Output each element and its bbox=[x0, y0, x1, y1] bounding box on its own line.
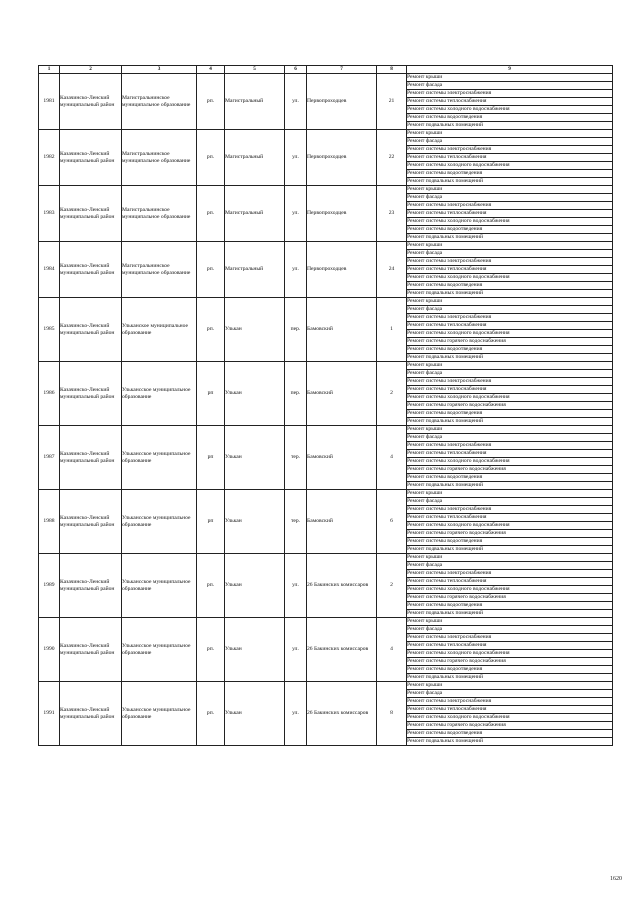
repair-work-item: Ремонт крыши bbox=[407, 682, 613, 690]
repair-work-item: Ремонт системы водоотведения bbox=[407, 114, 613, 122]
district-cell: Казачинско-Ленский муниципальный район bbox=[60, 554, 122, 618]
repair-work-item: Ремонт системы водоотведения bbox=[407, 474, 613, 482]
repair-work-item: Ремонт подвальных помещений bbox=[407, 610, 613, 618]
repair-work-item: Ремонт системы горячего водоснабжения bbox=[407, 530, 613, 538]
repair-work-item: Ремонт крыши bbox=[407, 618, 613, 626]
row-number: 1984 bbox=[39, 242, 60, 298]
street-cell: Первопроходцев bbox=[307, 130, 377, 186]
street-type-cell: пер. bbox=[285, 362, 307, 426]
repair-work-item: Ремонт фасада bbox=[407, 626, 613, 634]
repair-work-item: Ремонт фасада bbox=[407, 250, 613, 258]
repair-work-item: Ремонт системы теплоснабжения bbox=[407, 514, 613, 522]
district-cell: Казачинско-Ленский муниципальный район bbox=[60, 186, 122, 242]
repair-work-item: Ремонт системы электроснабжения bbox=[407, 202, 613, 210]
repair-work-item: Ремонт системы электроснабжения bbox=[407, 634, 613, 642]
repair-work-item: Ремонт системы теплоснабжения bbox=[407, 98, 613, 106]
row-number: 1990 bbox=[39, 618, 60, 682]
repair-work-item: Ремонт системы холодного водоснабжения bbox=[407, 274, 613, 282]
settlement-cell: Улькан bbox=[225, 426, 285, 490]
row-number: 1986 bbox=[39, 362, 60, 426]
repair-work-item: Ремонт системы горячего водоснабжения bbox=[407, 594, 613, 602]
settlement-type-cell: рп bbox=[197, 490, 225, 554]
street-type-cell: ул. bbox=[285, 682, 307, 746]
repair-work-item: Ремонт крыши bbox=[407, 490, 613, 498]
repair-work-item: Ремонт крыши bbox=[407, 186, 613, 194]
table-row bbox=[39, 426, 613, 434]
repair-work-item: Ремонт крыши bbox=[407, 554, 613, 562]
house-number-cell: 1 bbox=[377, 298, 407, 362]
table-row bbox=[39, 490, 613, 498]
repair-work-item: Ремонт системы электроснабжения bbox=[407, 570, 613, 578]
house-number-cell: 2 bbox=[377, 362, 407, 426]
settlement-type-cell: рп. bbox=[197, 186, 225, 242]
repair-work-item: Ремонт системы холодного водоснабжения bbox=[407, 394, 613, 402]
settlement-type-cell: рп bbox=[197, 426, 225, 490]
repair-work-item: Ремонт фасада bbox=[407, 562, 613, 570]
municipality-cell: Улькансское муниципальное образование bbox=[122, 682, 197, 746]
municipality-cell: Магистральнинское муниципальное образование bbox=[122, 186, 197, 242]
street-type-cell: тер. bbox=[285, 490, 307, 554]
street-type-cell: ул. bbox=[285, 554, 307, 618]
district-cell: Казачинско-Ленский муниципальный район bbox=[60, 618, 122, 682]
repair-work-item: Ремонт системы теплоснабжения bbox=[407, 266, 613, 274]
settlement-type-cell: рп bbox=[197, 362, 225, 426]
settlement-cell: Магистральный bbox=[225, 74, 285, 130]
repair-work-item: Ремонт системы электроснабжения bbox=[407, 698, 613, 706]
repair-work-item: Ремонт системы холодного водоснабжения bbox=[407, 714, 613, 722]
district-cell: Казачинско-Ленский муниципальный район bbox=[60, 298, 122, 362]
settlement-type-cell: рп. bbox=[197, 618, 225, 682]
repair-work-item: Ремонт фасада bbox=[407, 370, 613, 378]
repair-work-item: Ремонт системы электроснабжения bbox=[407, 442, 613, 450]
row-number: 1985 bbox=[39, 298, 60, 362]
repair-work-item: Ремонт системы электроснабжения bbox=[407, 146, 613, 154]
repair-work-item: Ремонт подвальных помещений bbox=[407, 122, 613, 130]
district-cell: Казачинско-Ленский муниципальный район bbox=[60, 242, 122, 298]
house-number-cell: 8 bbox=[377, 682, 407, 746]
settlement-type-cell: рп. bbox=[197, 74, 225, 130]
street-cell: 26 Бакинских комиссаров bbox=[307, 554, 377, 618]
repair-work-item: Ремонт системы горячего водоснабжения bbox=[407, 722, 613, 730]
house-number-cell: 22 bbox=[377, 130, 407, 186]
municipality-cell: Улькансское муниципальное образование bbox=[122, 426, 197, 490]
repair-work-item: Ремонт фасада bbox=[407, 138, 613, 146]
repair-work-item: Ремонт крыши bbox=[407, 130, 613, 138]
settlement-cell: Магистральный bbox=[225, 186, 285, 242]
repair-work-item: Ремонт системы холодного водоснабжения bbox=[407, 330, 613, 338]
repair-work-item: Ремонт системы водоотведения bbox=[407, 538, 613, 546]
repair-work-item: Ремонт системы водоотведения bbox=[407, 602, 613, 610]
street-type-cell: ул. bbox=[285, 242, 307, 298]
repair-work-item: Ремонт системы теплоснабжения bbox=[407, 386, 613, 394]
repair-work-item: Ремонт подвальных помещений bbox=[407, 234, 613, 242]
header-cell: 4 bbox=[197, 66, 225, 74]
repair-work-item: Ремонт фасада bbox=[407, 690, 613, 698]
street-cell: Первопроходцев bbox=[307, 74, 377, 130]
repair-work-item: Ремонт крыши bbox=[407, 298, 613, 306]
repair-work-item: Ремонт системы электроснабжения bbox=[407, 90, 613, 98]
repair-work-item: Ремонт системы электроснабжения bbox=[407, 506, 613, 514]
header-cell: 5 bbox=[225, 66, 285, 74]
settlement-cell: Улькан bbox=[225, 682, 285, 746]
district-cell: Казачинско-Ленский муниципальный район bbox=[60, 682, 122, 746]
repair-work-item: Ремонт крыши bbox=[407, 426, 613, 434]
settlement-type-cell: рп. bbox=[197, 682, 225, 746]
municipality-cell: Улькансское муниципальное образование bbox=[122, 362, 197, 426]
header-cell: 3 bbox=[122, 66, 197, 74]
repair-work-item: Ремонт системы горячего водоснабжения bbox=[407, 658, 613, 666]
row-number: 1981 bbox=[39, 74, 60, 130]
settlement-cell: Улькан bbox=[225, 618, 285, 682]
table-row bbox=[39, 298, 613, 306]
house-number-cell: 23 bbox=[377, 186, 407, 242]
table-row bbox=[39, 618, 613, 626]
repair-work-item: Ремонт системы водоотведения bbox=[407, 410, 613, 418]
repair-work-item: Ремонт системы электроснабжения bbox=[407, 378, 613, 386]
repair-work-item: Ремонт системы теплоснабжения bbox=[407, 154, 613, 162]
repair-work-item: Ремонт подвальных помещений bbox=[407, 290, 613, 298]
street-cell: Бамовский bbox=[307, 298, 377, 362]
repair-work-item: Ремонт фасада bbox=[407, 306, 613, 314]
repair-work-item: Ремонт фасада bbox=[407, 82, 613, 90]
repair-work-item: Ремонт системы теплоснабжения bbox=[407, 642, 613, 650]
repair-work-item: Ремонт системы водоотведения bbox=[407, 226, 613, 234]
table-row bbox=[39, 242, 613, 250]
table-row bbox=[39, 130, 613, 138]
settlement-type-cell: рп. bbox=[197, 130, 225, 186]
repair-work-item: Ремонт фасада bbox=[407, 434, 613, 442]
row-number: 1987 bbox=[39, 426, 60, 490]
repair-work-item: Ремонт подвальных помещений bbox=[407, 738, 613, 746]
repair-work-item: Ремонт системы водоотведения bbox=[407, 170, 613, 178]
street-type-cell: тер. bbox=[285, 426, 307, 490]
repair-work-item: Ремонт крыши bbox=[407, 242, 613, 250]
table-row bbox=[39, 362, 613, 370]
street-cell: Первопроходцев bbox=[307, 186, 377, 242]
repair-work-item: Ремонт подвальных помещений bbox=[407, 546, 613, 554]
page-number: 1620 bbox=[610, 876, 622, 882]
repair-work-item: Ремонт системы холодного водоснабжения bbox=[407, 458, 613, 466]
repair-work-item: Ремонт системы водоотведения bbox=[407, 730, 613, 738]
repair-work-item: Ремонт крыши bbox=[407, 362, 613, 370]
settlement-cell: Улькан bbox=[225, 298, 285, 362]
row-number: 1988 bbox=[39, 490, 60, 554]
table-row bbox=[39, 682, 613, 690]
repair-work-item: Ремонт системы теплоснабжения bbox=[407, 322, 613, 330]
settlement-cell: Магистральный bbox=[225, 242, 285, 298]
header-row bbox=[39, 66, 613, 74]
repair-work-item: Ремонт системы теплоснабжения bbox=[407, 706, 613, 714]
repair-work-item: Ремонт системы холодного водоснабжения bbox=[407, 218, 613, 226]
house-number-cell: 24 bbox=[377, 242, 407, 298]
row-number: 1982 bbox=[39, 130, 60, 186]
street-cell: Первопроходцев bbox=[307, 242, 377, 298]
repair-work-item: Ремонт подвальных помещений bbox=[407, 482, 613, 490]
header-cell: 7 bbox=[307, 66, 377, 74]
repair-work-item: Ремонт системы водоотведения bbox=[407, 346, 613, 354]
settlement-type-cell: рп. bbox=[197, 554, 225, 618]
street-type-cell: ул. bbox=[285, 186, 307, 242]
table-row bbox=[39, 554, 613, 562]
repair-work-item: Ремонт системы холодного водоснабжения bbox=[407, 586, 613, 594]
header-cell: 1 bbox=[39, 66, 60, 74]
repair-work-item: Ремонт подвальных помещений bbox=[407, 418, 613, 426]
repair-work-item: Ремонт системы холодного водоснабжения bbox=[407, 522, 613, 530]
table-row bbox=[39, 74, 613, 82]
settlement-type-cell: рп. bbox=[197, 242, 225, 298]
district-cell: Казачинско-Ленский муниципальный район bbox=[60, 130, 122, 186]
header-cell: 2 bbox=[60, 66, 122, 74]
municipality-cell: Магистральнинское муниципальное образование bbox=[122, 130, 197, 186]
settlement-cell: Улькан bbox=[225, 490, 285, 554]
street-cell: Бамовский bbox=[307, 362, 377, 426]
district-cell: Казачинско-Ленский муниципальный район bbox=[60, 490, 122, 554]
house-number-cell: 2 bbox=[377, 554, 407, 618]
header-cell: 6 bbox=[285, 66, 307, 74]
repair-work-item: Ремонт подвальных помещений bbox=[407, 178, 613, 186]
street-type-cell: ул. bbox=[285, 618, 307, 682]
repair-work-item: Ремонт системы электроснабжения bbox=[407, 314, 613, 322]
street-type-cell: пер. bbox=[285, 298, 307, 362]
repair-work-item: Ремонт системы водоотведения bbox=[407, 282, 613, 290]
header-cell: 9 bbox=[407, 66, 613, 74]
repair-work-item: Ремонт системы холодного водоснабжения bbox=[407, 162, 613, 170]
street-cell: Бамовский bbox=[307, 426, 377, 490]
municipality-cell: Улькансское муниципальное образование bbox=[122, 490, 197, 554]
house-number-cell: 4 bbox=[377, 618, 407, 682]
repair-work-item: Ремонт крыши bbox=[407, 74, 613, 82]
repair-work-item: Ремонт системы холодного водоснабжения bbox=[407, 650, 613, 658]
settlement-cell: Улькан bbox=[225, 554, 285, 618]
row-number: 1991 bbox=[39, 682, 60, 746]
repair-work-item: Ремонт системы электроснабжения bbox=[407, 258, 613, 266]
settlement-type-cell: рп. bbox=[197, 298, 225, 362]
street-cell: 26 Бакинских комиссаров bbox=[307, 682, 377, 746]
municipality-cell: Улькансское муниципальное образование bbox=[122, 618, 197, 682]
row-number: 1989 bbox=[39, 554, 60, 618]
repair-work-item: Ремонт подвальных помещений bbox=[407, 354, 613, 362]
repair-work-item: Ремонт системы теплоснабжения bbox=[407, 450, 613, 458]
repair-work-item: Ремонт системы горячего водоснабжения bbox=[407, 466, 613, 474]
municipality-cell: Магистральнинское муниципальное образование bbox=[122, 74, 197, 130]
repair-work-item: Ремонт системы холодного водоснабжения bbox=[407, 106, 613, 114]
repair-work-item: Ремонт системы теплоснабжения bbox=[407, 578, 613, 586]
street-type-cell: ул. bbox=[285, 130, 307, 186]
row-number: 1983 bbox=[39, 186, 60, 242]
district-cell: Казачинско-Ленский муниципальный район bbox=[60, 74, 122, 130]
municipality-cell: Магистральнинское муниципальное образование bbox=[122, 242, 197, 298]
register-table bbox=[38, 65, 613, 746]
repair-work-item: Ремонт системы теплоснабжения bbox=[407, 210, 613, 218]
repair-work-item: Ремонт системы водоотведения bbox=[407, 666, 613, 674]
table-row bbox=[39, 186, 613, 194]
repair-work-item: Ремонт фасада bbox=[407, 498, 613, 506]
header-cell: 8 bbox=[377, 66, 407, 74]
settlement-cell: Магистральный bbox=[225, 130, 285, 186]
street-type-cell: ул. bbox=[285, 74, 307, 130]
repair-work-item: Ремонт системы горячего водоснабжения bbox=[407, 402, 613, 410]
street-cell: Бамовский bbox=[307, 490, 377, 554]
municipality-cell: Улькансское муниципальное образование bbox=[122, 554, 197, 618]
repair-work-item: Ремонт подвальных помещений bbox=[407, 674, 613, 682]
house-number-cell: 4 bbox=[377, 426, 407, 490]
municipality-cell: Ульканское муниципальное образование bbox=[122, 298, 197, 362]
street-cell: 26 Бакинских комиссаров bbox=[307, 618, 377, 682]
district-cell: Казачинско-Ленский муниципальный район bbox=[60, 426, 122, 490]
house-number-cell: 21 bbox=[377, 74, 407, 130]
house-number-cell: 6 bbox=[377, 490, 407, 554]
district-cell: Казачинско-Ленский муниципальный район bbox=[60, 362, 122, 426]
settlement-cell: Улькан bbox=[225, 362, 285, 426]
repair-work-item: Ремонт фасада bbox=[407, 194, 613, 202]
repair-work-item: Ремонт системы горячего водоснабжения bbox=[407, 338, 613, 346]
